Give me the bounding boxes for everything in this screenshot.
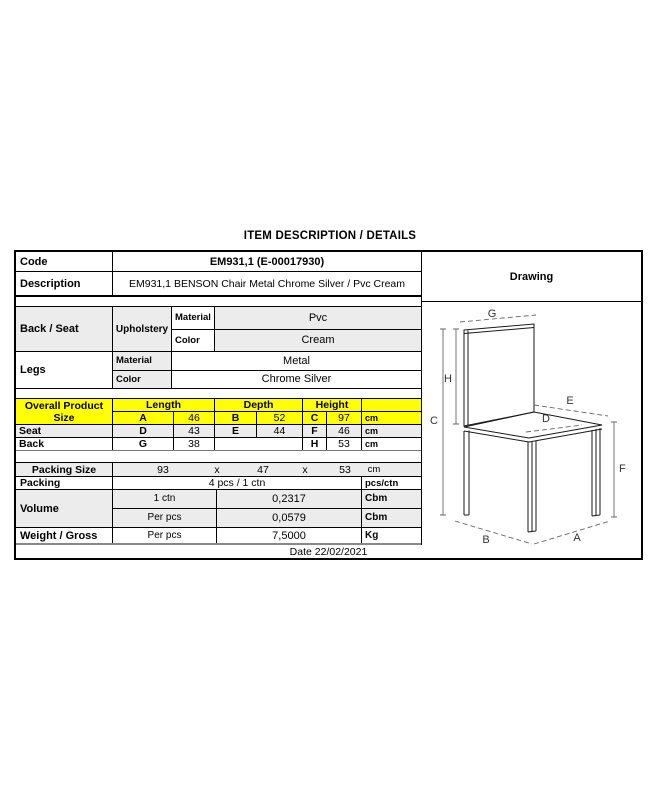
back-seat-label: Back / Seat (16, 307, 113, 351)
overall-height-val: 97 (327, 412, 362, 424)
back-height-key: H (303, 438, 327, 450)
dim-label-f: F (619, 463, 626, 475)
dim-line-h (453, 329, 459, 424)
spacer-row (16, 389, 421, 399)
volume-row1-value: 0,2317 (217, 490, 362, 508)
code-value: EM931,1 (E-00017930) (209, 255, 325, 268)
seat-length-val: 43 (174, 425, 215, 437)
description-row (16, 272, 421, 297)
legs-block (16, 352, 421, 389)
chair-leg-right (592, 428, 600, 516)
packing-unit: pcs/ctn (365, 477, 399, 489)
packing-size-x1: x (214, 463, 220, 476)
weight-row-label: Per pcs (113, 528, 217, 543)
size-header-block (16, 399, 421, 425)
seat-unit: cm (365, 426, 379, 436)
dim-label-h: H (444, 373, 452, 385)
legs-material-value: Metal (283, 354, 310, 367)
date-text: Date 22/02/2021 (289, 545, 368, 558)
code-row (16, 252, 421, 272)
weight-value: 7,5000 (217, 528, 362, 543)
overall-unit: cm (362, 412, 421, 424)
dim-label-g: G (487, 308, 497, 320)
weight-unit: Kg (365, 530, 379, 541)
dim-line-a (534, 521, 610, 544)
seat-label: Seat (16, 425, 113, 437)
packing-size-v3: 53 (339, 463, 351, 476)
back-depth-empty (215, 438, 303, 450)
dim-line-c (440, 329, 446, 515)
legs-label: Legs (16, 352, 113, 388)
chair-leg-back-left (464, 431, 469, 516)
packing-row (16, 477, 421, 490)
back-label: Back (16, 438, 113, 450)
description-label: Description (16, 272, 113, 295)
legs-color-label: Color (113, 371, 172, 389)
depth-header: Depth (215, 399, 303, 411)
weight-row (16, 528, 421, 545)
size-header-label: Overall Product Size (16, 399, 113, 424)
bs-color-value: Cream (215, 330, 421, 352)
overall-depth-key: B (215, 412, 257, 424)
overall-length-key: A (113, 412, 174, 424)
size-header-empty (362, 399, 421, 411)
length-header: Length (113, 399, 215, 411)
packing-value: 4 pcs / 1 ctn (113, 477, 362, 489)
seat-depth-key: E (215, 425, 257, 437)
bs-material-value: Pvc (215, 307, 421, 329)
volume-block (16, 490, 421, 528)
seat-row (16, 425, 421, 438)
volume-row1-unit: Cbm (365, 493, 388, 505)
dim-label-e: E (566, 395, 574, 407)
dim-line-d (526, 425, 582, 432)
dim-label-d: D (542, 413, 550, 425)
volume-row2-label: Per pcs (113, 509, 217, 527)
volume-label: Volume (16, 490, 113, 527)
spacer-row (16, 451, 421, 463)
spec-table (14, 250, 643, 560)
dim-label-c: C (430, 415, 438, 427)
upholstery-label: Upholstery (113, 307, 172, 351)
overall-length-val: 46 (174, 412, 215, 424)
bs-color-label: Color (172, 330, 215, 352)
weight-label: Weight / Gross (16, 528, 113, 543)
drawing-panel (421, 252, 641, 545)
back-seat-block (16, 307, 421, 352)
packing-size-row (16, 463, 421, 477)
back-row (16, 438, 421, 451)
height-header: Height (303, 399, 362, 411)
chair-leg-front (528, 441, 536, 532)
packing-size-label: Packing Size (16, 463, 113, 476)
code-label: Code (16, 252, 113, 271)
bs-material-label: Material (172, 307, 215, 329)
description-value: EM931,1 BENSON Chair Metal Chrome Silver / Pvc Cream (129, 277, 405, 290)
seat-height-key: F (303, 425, 327, 437)
dim-line-b (455, 521, 532, 544)
packing-size-x2: x (302, 463, 308, 476)
packing-size-values (113, 463, 421, 476)
drawing-header: Drawing (422, 252, 641, 302)
back-length-key: G (113, 438, 174, 450)
dim-label-a: A (573, 532, 581, 544)
seat-height-val: 46 (327, 425, 362, 437)
dim-line-f (611, 422, 617, 517)
overall-height-key: C (303, 412, 327, 424)
seat-length-key: D (113, 425, 174, 437)
overall-depth-val: 52 (257, 412, 303, 424)
chair-backrest (464, 324, 534, 426)
packing-size-v2: 47 (257, 463, 269, 476)
packing-label: Packing (16, 477, 113, 489)
seat-depth-val: 44 (257, 425, 303, 437)
packing-size-v1: 93 (157, 463, 169, 476)
back-unit: cm (365, 439, 379, 449)
spacer-row (16, 297, 421, 307)
chair-drawing (422, 302, 642, 545)
volume-row1-label: 1 ctn (113, 490, 217, 508)
volume-row2-unit: Cbm (365, 512, 388, 524)
legs-color-value: Chrome Silver (261, 373, 332, 386)
dim-line-g (460, 315, 536, 322)
page-title: ITEM DESCRIPTION / DETAILS (243, 230, 417, 242)
back-length-val: 38 (174, 438, 215, 450)
volume-row2-value: 0,0579 (217, 509, 362, 527)
back-height-val: 53 (327, 438, 362, 450)
dim-label-b: B (482, 534, 490, 545)
packing-size-unit: cm (367, 464, 381, 475)
legs-material-label: Material (113, 352, 172, 370)
